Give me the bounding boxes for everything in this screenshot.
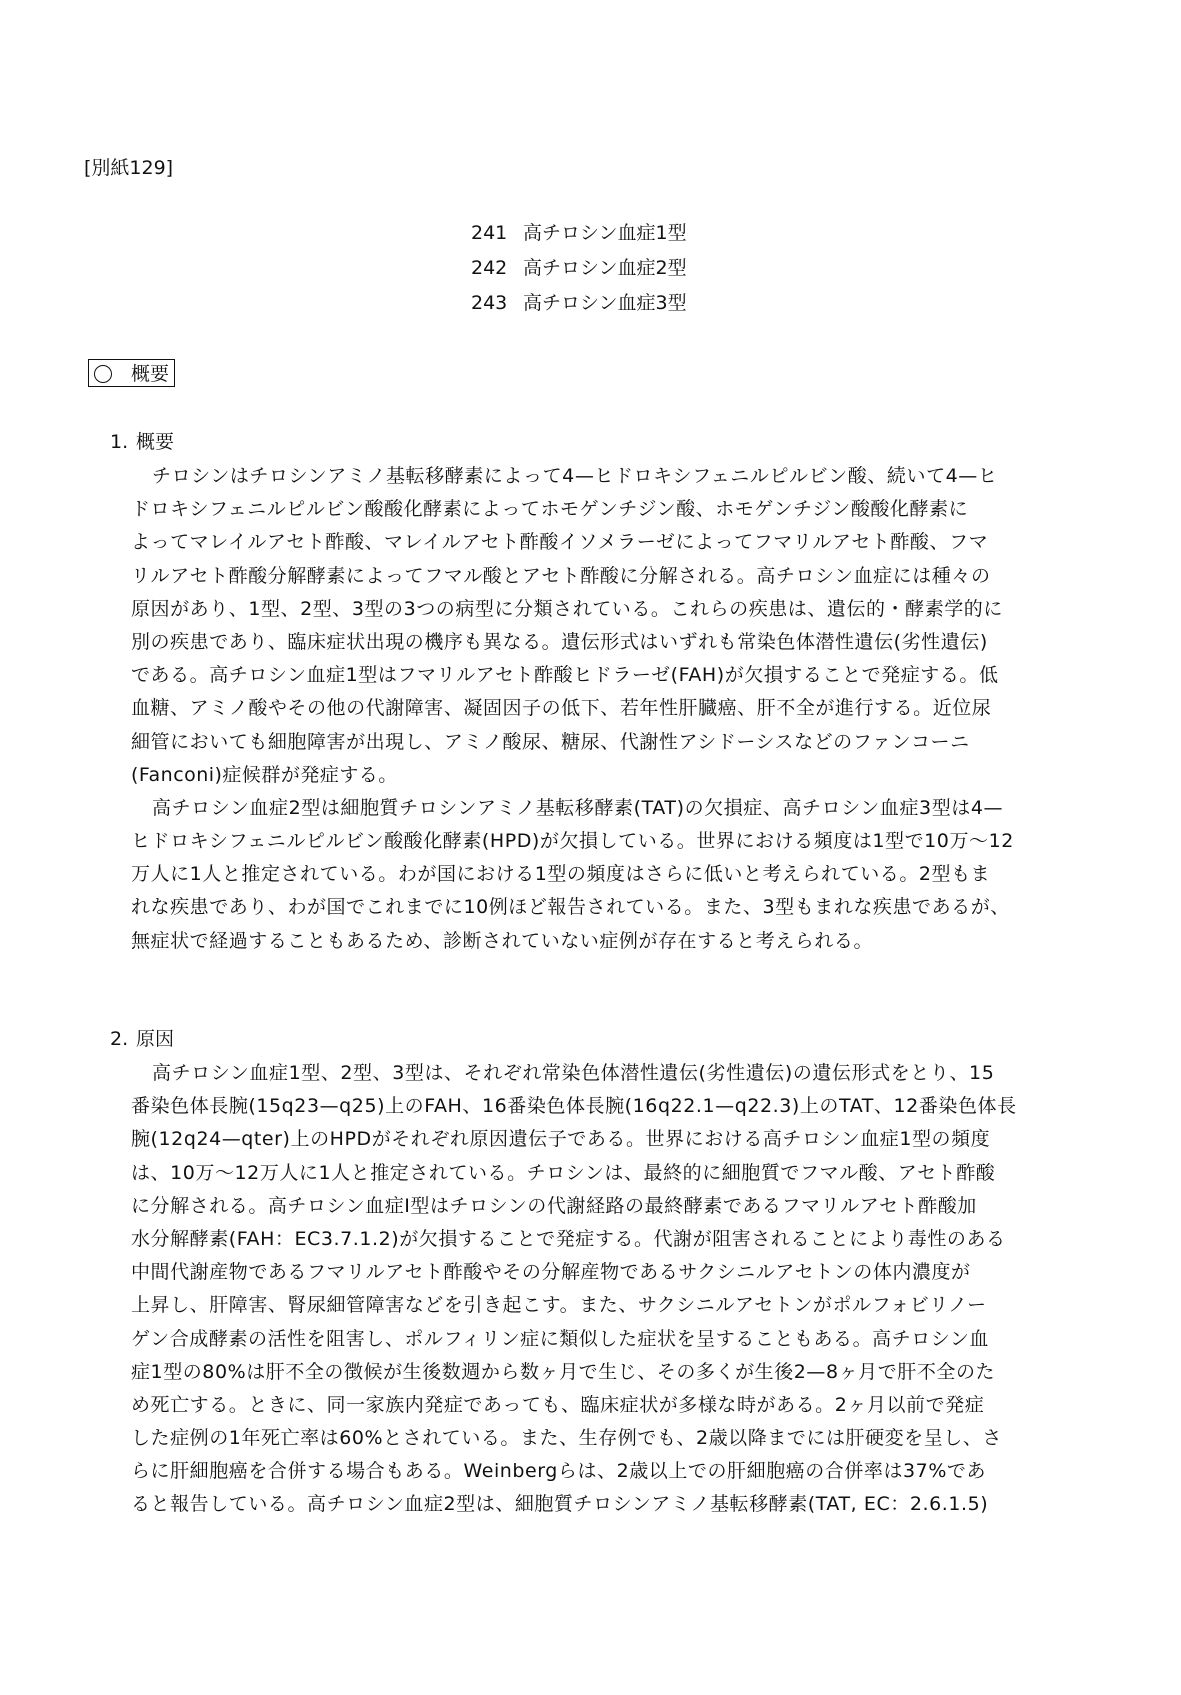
text-line: 万人に1人と推定されている。わが国における1型の頻度はさらに低いと考えられている。2型もま (131, 863, 991, 886)
text-line: 番染色体長腕(15q23—q25)上のFAH、16番染色体長腕(16q22.1—q22.3)上のTAT、12番染色体長 (131, 1095, 1017, 1118)
overview-boxed-heading (88, 359, 175, 387)
text-line: ると報告している。高チロシン血症2型は、細胞質チロシンアミノ基転移酵素(TAT, EC：2.6.1.5) (131, 1493, 989, 1516)
section-title: 概要 (136, 431, 175, 453)
text-line: 原因があり、1型、2型、3型の3つの病型に分類されている。これらの疾患は、遺伝的・酵素学的に (131, 597, 1003, 620)
section-body-cause (131, 1062, 1091, 1527)
disease-name: 高チロシン血症1型 (523, 222, 687, 244)
attachment-label: [別紙129] (84, 157, 174, 179)
circle-bullet-icon (94, 365, 112, 383)
text-line: 高チロシン血症1型、2型、3型は、それぞれ常染色体潜性遺伝(劣性遺伝)の遺伝形式をとり、15 (152, 1062, 995, 1084)
disease-title-242 (471, 257, 687, 292)
text-line: 高チロシン血症2型は細胞質チロシンアミノ基転移酵素(TAT)の欠損症、高チロシン血症3型は4— (152, 796, 1004, 819)
text-line: ゲン合成酵素の活性を阻害し、ポルフィリン症に類似した症状を呈することもある。高チロシン血 (131, 1327, 989, 1350)
text-line: 無症状で経過することもあるため、診断されていない症例が存在すると考えられる。 (131, 929, 873, 952)
section-number: 1. (110, 431, 129, 453)
disease-title-243 (471, 292, 687, 327)
text-line: は、10万〜12万人に1人と推定されている。チロシンは、最終的に細胞質でフマル酸、アセト酢酸 (131, 1161, 996, 1184)
boxed-heading-label: 概要 (131, 363, 170, 385)
text-line: らに肝細胞癌を合併する場合もある。Weinbergらは、2歳以上での肝細胞癌の合併率は37%であ (131, 1460, 987, 1483)
text-line: 別の疾患であり、臨床症状出現の機序も異なる。遺伝形式はいずれも常染色体潜性遺伝(劣性遺伝) (131, 630, 988, 653)
text-line: である。高チロシン血症1型はフマリルアセト酢酸ヒドラーゼ(FAH)が欠損することで発症する。低 (131, 664, 999, 687)
section-body-overview (131, 465, 1091, 963)
text-line: 水分解酵素(FAH：EC3.7.1.2)が欠損することで発症する。代謝が阻害されることにより毒性のある (131, 1227, 1006, 1250)
section-heading-cause (110, 1024, 174, 1051)
text-line: した症例の1年死亡率は60%とされている。また、生存例でも、2歳以降までには肝硬変を呈し、さ (131, 1427, 1002, 1450)
text-line: め死亡する。ときに、同一家族内発症であっても、臨床症状が多様な時がある。2ヶ月以前で発症 (131, 1393, 985, 1416)
disease-number: 241 (471, 222, 508, 244)
disease-title-block (471, 222, 687, 327)
section-number: 2. (110, 1028, 129, 1050)
disease-title-241 (471, 222, 687, 257)
text-line: チロシンはチロシンアミノ基転移酵素によって4—ヒドロキシフェニルピルビン酸、続いて4—ヒ (152, 465, 998, 487)
text-line: ヒドロキシフェニルピルビン酸酸化酵素(HPD)が欠損している。世界における頻度は1型で10万〜12 (131, 830, 1014, 853)
section-title: 原因 (136, 1028, 175, 1050)
text-line: 症1型の80%は肝不全の徴候が生後数週から数ヶ月で生じ、その多くが生後2—8ヶ月で肝不全のた (131, 1360, 996, 1383)
text-line: (Fanconi)症候群が発症する。 (131, 763, 398, 786)
disease-name: 高チロシン血症2型 (523, 257, 687, 279)
text-line: ドロキシフェニルピルビン酸酸化酵素によってホモゲンチジン酸、ホモゲンチジン酸酸化酵素に (131, 498, 969, 521)
section-heading-overview (110, 427, 174, 454)
disease-number: 243 (471, 292, 508, 314)
text-line: に分解される。高チロシン血症I型はチロシンの代謝経路の最終酵素であるフマリルアセト酢酸加 (131, 1194, 977, 1217)
disease-number: 242 (471, 257, 508, 279)
disease-name: 高チロシン血症3型 (523, 292, 687, 314)
text-line: 血糖、アミノ酸やその他の代謝障害、凝固因子の低下、若年性肝臓癌、肝不全が進行する。近位尿 (131, 697, 992, 720)
text-line: 上昇し、肝障害、腎尿細管障害などを引き起こす。また、サクシニルアセトンがポルフォビリノー (131, 1294, 987, 1317)
text-line: れな疾患であり、わが国でこれまでに10例ほど報告されている。また、3型もまれな疾患であるが、 (131, 896, 1010, 919)
text-line: 中間代謝産物であるフマリルアセト酢酸やその分解産物であるサクシニルアセトンの体内濃度が (131, 1261, 971, 1284)
text-line: 細管においても細胞障害が出現し、アミノ酸尿、糖尿、代謝性アシドーシスなどのファンコーニ (131, 730, 970, 753)
text-line: 腕(12q24—qter)上のHPDがそれぞれ原因遺伝子である。世界における高チロシン血症1型の頻度 (131, 1128, 991, 1151)
text-line: よってマレイルアセト酢酸、マレイルアセト酢酸イソメラーゼによってフマリルアセト酢酸、フマ (131, 531, 989, 554)
text-line: リルアセト酢酸分解酵素によってフマル酸とアセト酢酸に分解される。高チロシン血症には種々の (131, 564, 991, 587)
